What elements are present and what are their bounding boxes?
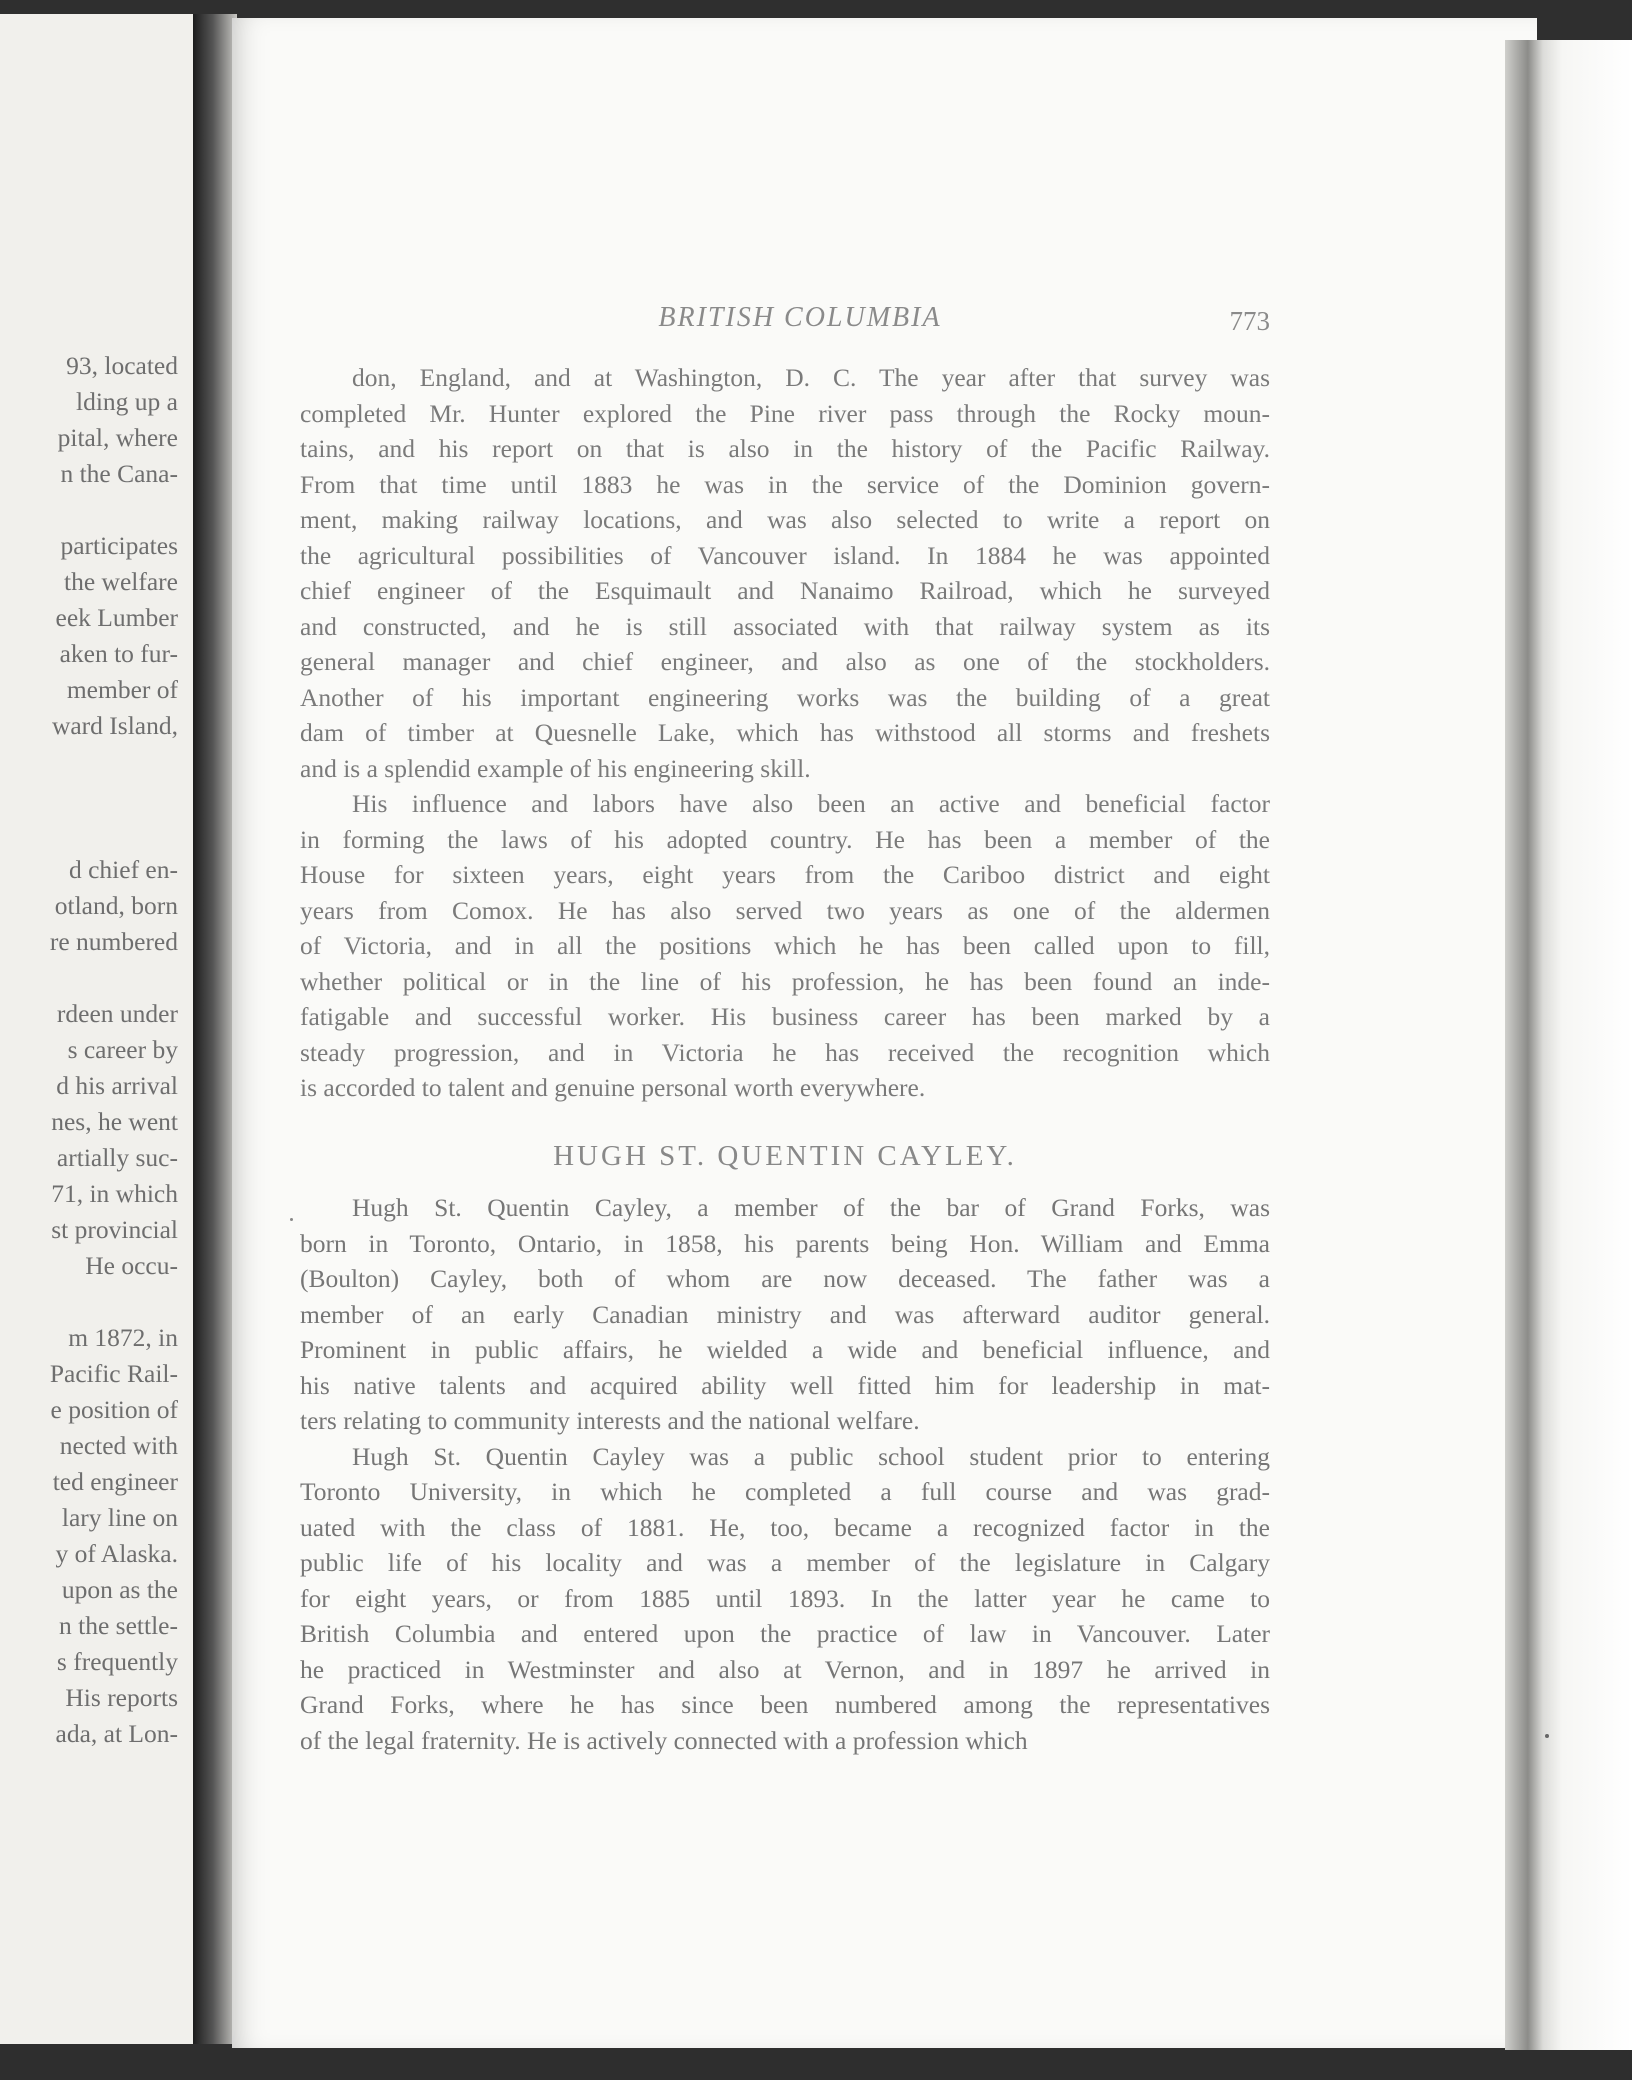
left-page-line: upon as the — [61, 1575, 178, 1604]
text-line: ters relating to community interests and the national welfare. — [300, 1406, 920, 1435]
left-page-line: pital, where — [57, 423, 178, 452]
running-head: BRITISH COLUMBIA — [658, 302, 942, 333]
left-page-line: d chief en- — [68, 855, 178, 884]
text-line: the agricultural possibilities of Vancouver island. In 1884 he was appointed — [300, 540, 1270, 570]
paragraph — [300, 1439, 1270, 1759]
left-page-line: st provincial — [51, 1215, 178, 1244]
left-page-line: s career by — [67, 1035, 178, 1064]
text-line: for eight years, or from 1885 until 1893. In the latter year he came to — [300, 1583, 1270, 1613]
text-line: in forming the laws of his adopted country. He has been a member of the — [300, 824, 1270, 854]
text-line: Hugh St. Quentin Cayley was a public school student prior to entering — [352, 1441, 1270, 1471]
left-page-line: nes, he went — [51, 1107, 178, 1136]
left-page-text — [0, 348, 178, 1752]
text-line: public life of his locality and was a member of the legislature in Calgary — [300, 1548, 1270, 1577]
text-line: member of an early Canadian ministry and was afterward auditor general. — [300, 1299, 1270, 1329]
left-page-line: eek Lumber — [55, 603, 178, 632]
left-page-line: Pacific Rail- — [49, 1359, 178, 1388]
left-page-line: 93, located — [66, 351, 178, 380]
left-page-line: ted engineer — [52, 1467, 178, 1496]
text-line: his native talents and acquired ability well fitted him for leadership in mat- — [300, 1370, 1270, 1400]
dust-speck — [290, 1218, 293, 1221]
paragraph — [300, 360, 1270, 786]
body-text-upper — [300, 360, 1270, 1106]
left-page-line: ward Island, — [51, 711, 178, 740]
text-line: ment, making railway locations, and was also selected to write a report on — [300, 505, 1270, 534]
text-line: From that time until 1883 he was in the service of the Dominion govern- — [300, 469, 1270, 499]
left-page-line — [0, 816, 178, 852]
left-page-line — [0, 780, 178, 816]
section-heading: HUGH ST. QUENTIN CAYLEY. — [553, 1140, 1017, 1172]
left-page-line: lary line on — [61, 1503, 178, 1532]
text-line: years from Comox. He has also served two years as one of the aldermen — [300, 895, 1270, 925]
left-page-line: e position of — [50, 1395, 178, 1424]
left-page-line: participates — [60, 531, 178, 560]
left-page-line: y of Alaska. — [55, 1539, 178, 1568]
text-line: British Columbia and entered upon the practice of law in Vancouver. Later — [300, 1619, 1270, 1648]
left-page-line: re numbered — [49, 927, 178, 956]
text-line: tains, and his report on that is also in the history of the Pacific Railway. — [300, 434, 1270, 463]
left-page-line: lding up a — [76, 387, 178, 416]
left-page-line: d his arrival — [56, 1071, 178, 1100]
body-text-lower — [300, 1190, 1270, 1758]
left-page-line: aken to fur- — [59, 639, 178, 668]
text-line: chief engineer of the Esquimault and Nanaimo Railroad, which he surveyed — [300, 576, 1270, 605]
paragraph — [300, 1190, 1270, 1439]
left-page-line: member of — [66, 675, 178, 704]
left-page-line: ada, at Lon- — [55, 1719, 178, 1748]
text-line: dam of timber at Quesnelle Lake, which has withstood all storms and freshets — [300, 718, 1270, 747]
text-line: and is a splendid example of his engineering skill. — [300, 753, 811, 783]
left-page-line: the welfare — [64, 567, 178, 596]
dust-speck — [1545, 1734, 1549, 1738]
text-line: His influence and labors have also been an active and beneficial factor — [352, 789, 1270, 818]
left-page-line: nected with — [59, 1431, 178, 1460]
text-line: steady progression, and in Victoria he has received the recognition which — [300, 1037, 1270, 1067]
text-line: and constructed, and he is still associated with that railway system as its — [300, 611, 1270, 641]
left-page-line: He occu- — [85, 1251, 178, 1280]
left-page-line: m 1872, in — [68, 1323, 178, 1352]
text-line: don, England, and at Washington, D. C. The year after that survey was — [352, 363, 1270, 392]
scanner-bed-edge — [0, 2050, 1632, 2080]
left-page-line — [0, 744, 178, 780]
left-page — [0, 14, 196, 2044]
text-line: whether political or in the line of his profession, he has been found an inde- — [300, 966, 1270, 996]
left-page-line: artially suc- — [56, 1143, 178, 1172]
left-page-line: n the settle- — [59, 1611, 178, 1640]
text-line: is accorded to talent and genuine personal worth everywhere. — [300, 1073, 926, 1102]
text-line: (Boulton) Cayley, both of whom are now deceased. The father was a — [300, 1264, 1270, 1293]
text-line: fatigable and successful worker. His business career has been marked by a — [300, 1002, 1270, 1031]
text-line: general manager and chief engineer, and also as one of the stockholders. — [300, 647, 1270, 676]
text-line: Toronto University, in which he completed a full course and was grad- — [300, 1477, 1270, 1506]
text-line: House for sixteen years, eight years from the Cariboo district and eight — [300, 860, 1270, 889]
left-page-line: n the Cana- — [60, 459, 178, 488]
text-line: of Victoria, and in all the positions which he has been called upon to fill, — [300, 931, 1270, 960]
text-line: Another of his important engineering works was the building of a great — [300, 682, 1270, 712]
text-line: Hugh St. Quentin Cayley, a member of the bar of Grand Forks, was — [352, 1193, 1270, 1222]
left-page-line: otland, born — [54, 891, 178, 920]
text-line: completed Mr. Hunter explored the Pine river pass through the Rocky moun- — [300, 398, 1270, 428]
left-page-line: 71, in which — [51, 1179, 178, 1208]
page-edge-stack — [1505, 40, 1632, 2050]
page-number: 773 — [1229, 306, 1270, 336]
left-page-line — [0, 1284, 178, 1320]
text-line: born in Toronto, Ontario, in 1858, his parents being Hon. William and Emma — [300, 1228, 1270, 1258]
left-page-line — [0, 492, 178, 528]
left-page-line: His reports — [65, 1683, 178, 1712]
text-line: uated with the class of 1881. He, too, became a recognized factor in the — [300, 1512, 1270, 1542]
text-line: Prominent in public affairs, he wielded a wide and beneficial influence, and — [300, 1335, 1270, 1364]
left-page-line: rdeen under — [56, 999, 178, 1028]
left-page-line: s frequently — [56, 1647, 178, 1676]
paragraph — [300, 786, 1270, 1106]
text-line: of the legal fraternity. He is actively connected with a profession which — [300, 1725, 1028, 1755]
book-binding-shadow — [193, 14, 237, 2044]
left-page-line — [0, 960, 178, 996]
text-line: he practiced in Westminster and also at Vernon, and in 1897 he arrived in — [300, 1654, 1270, 1684]
text-line: Grand Forks, where he has since been numbered among the representatives — [300, 1690, 1270, 1719]
